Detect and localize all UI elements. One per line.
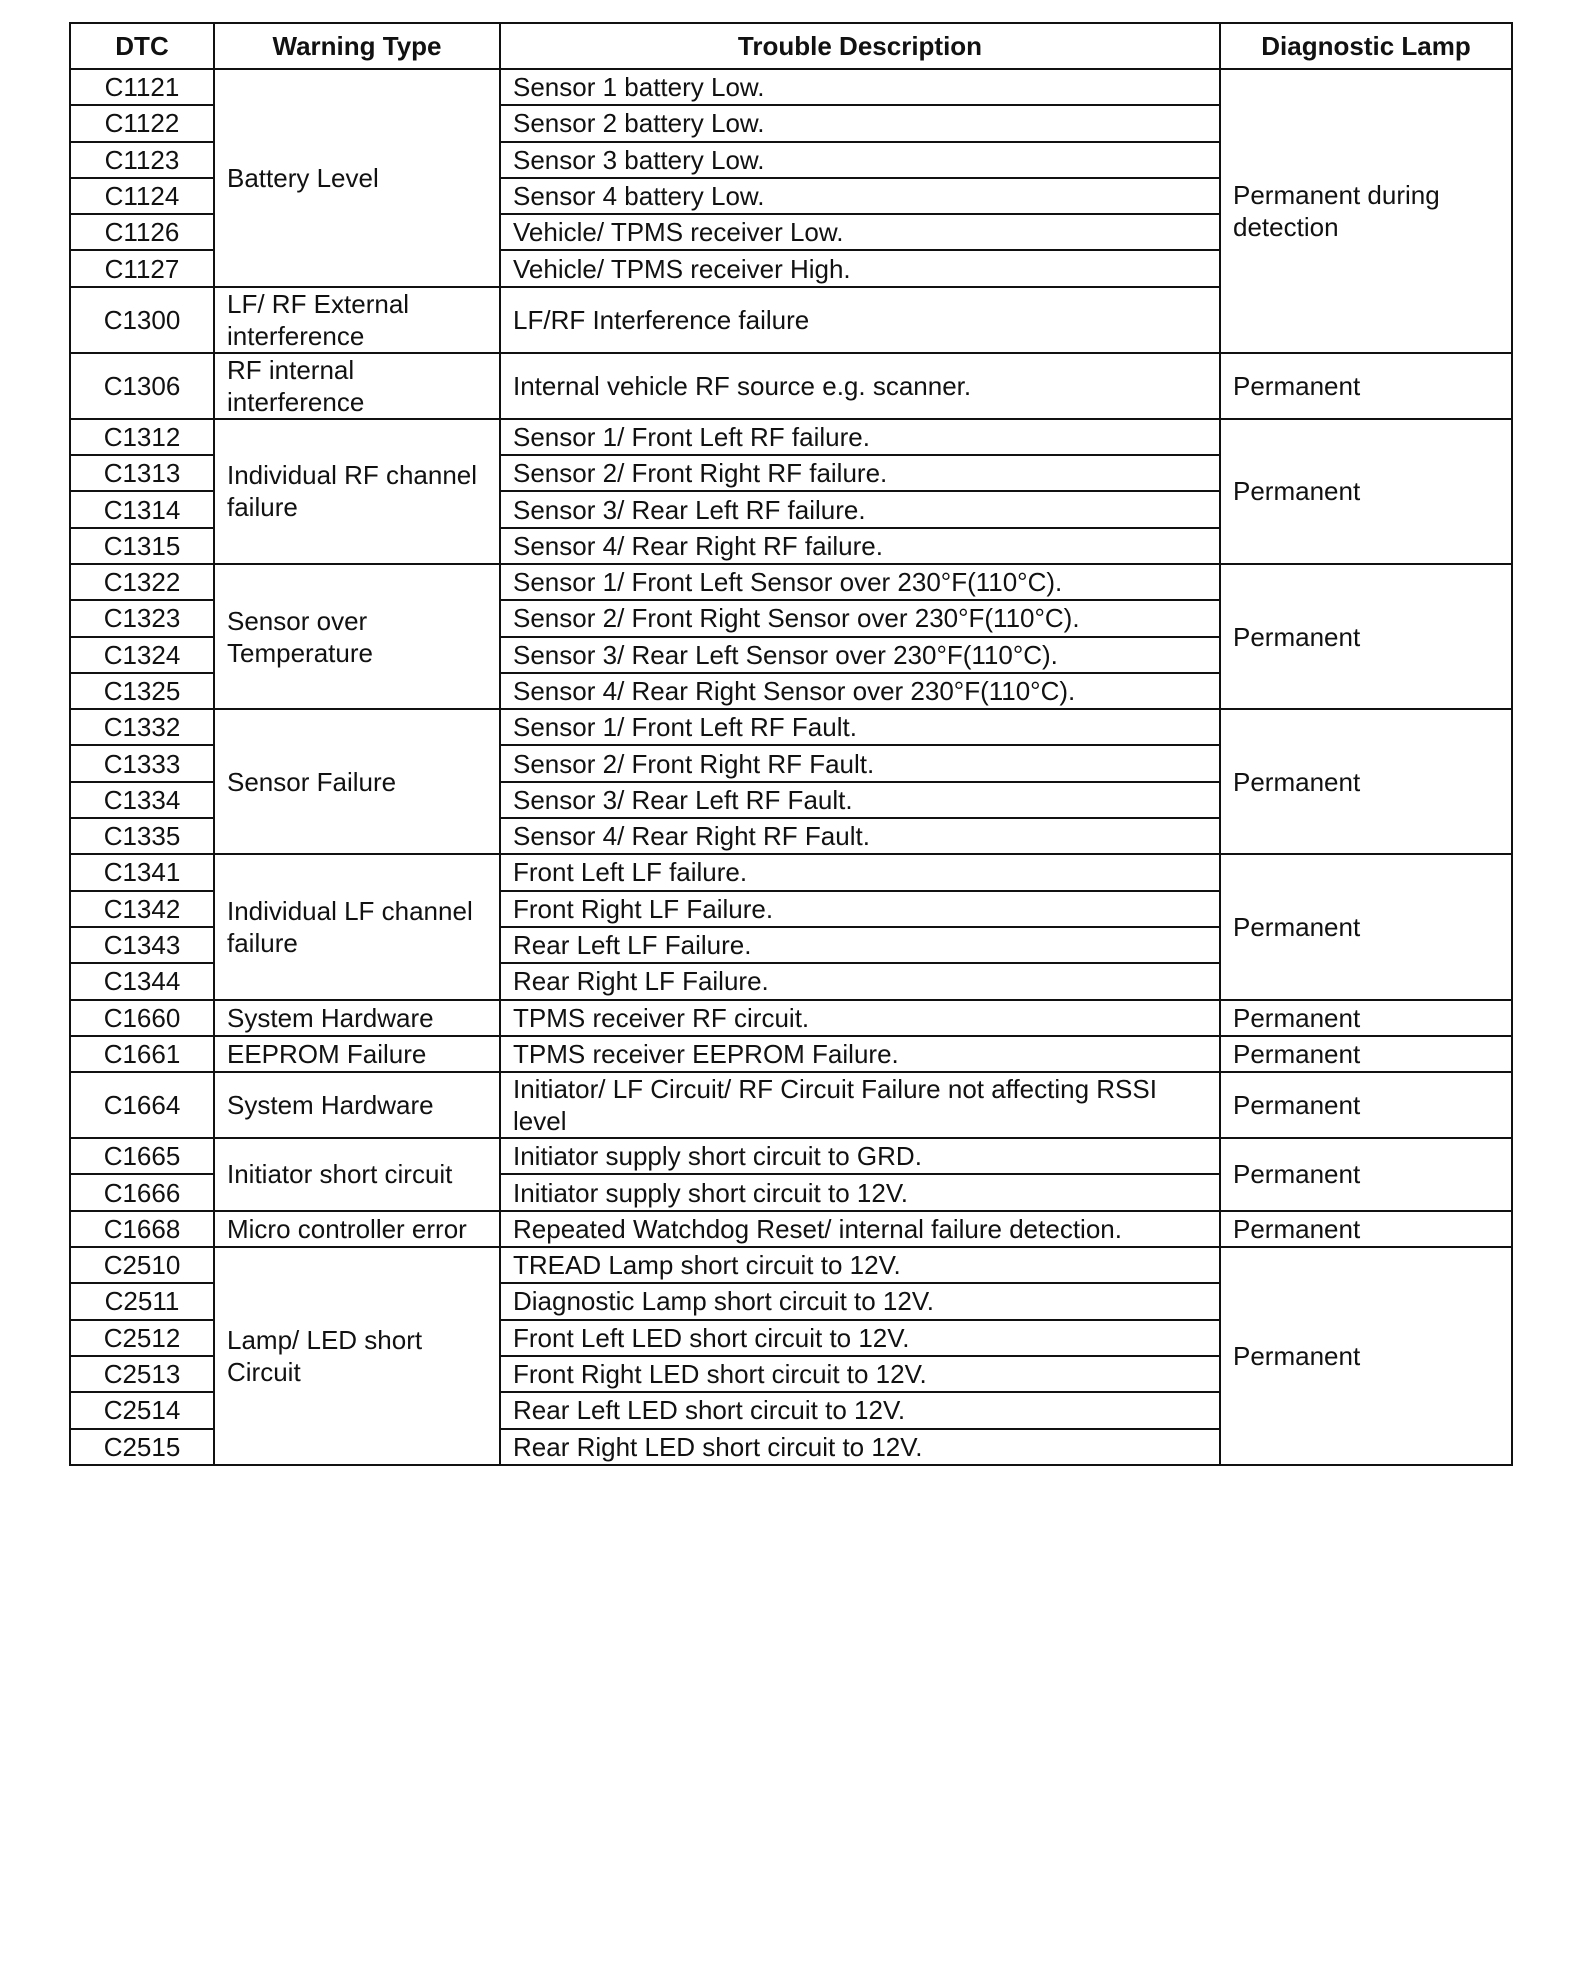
dtc-code: C1668 — [70, 1211, 214, 1247]
table-row — [70, 1072, 1512, 1138]
trouble-description: Sensor 1/ Front Left Sensor over 230°F(110°C). — [500, 564, 1220, 600]
warning-type: Individual RF channel failure — [214, 419, 500, 564]
trouble-description: Sensor 2/ Front Right Sensor over 230°F(110°C). — [500, 600, 1220, 636]
trouble-description: Sensor 2/ Front Right RF Fault. — [500, 745, 1220, 781]
dtc-code: C1323 — [70, 600, 214, 636]
dtc-code: C1343 — [70, 927, 214, 963]
trouble-description: Front Right LF Failure. — [500, 891, 1220, 927]
header-diagnostic-lamp: Diagnostic Lamp — [1220, 23, 1512, 69]
table-row — [70, 353, 1512, 419]
dtc-code: C1332 — [70, 709, 214, 745]
trouble-description: Sensor 4/ Rear Right Sensor over 230°F(110°C). — [500, 673, 1220, 709]
dtc-code: C1313 — [70, 455, 214, 491]
dtc-code: C1122 — [70, 105, 214, 141]
diagnostic-lamp: Permanent — [1220, 1247, 1512, 1465]
trouble-description: TPMS receiver EEPROM Failure. — [500, 1036, 1220, 1072]
trouble-description: Rear Right LF Failure. — [500, 963, 1220, 999]
dtc-code: C1127 — [70, 250, 214, 286]
table-row — [70, 564, 1512, 600]
trouble-description: Internal vehicle RF source e.g. scanner. — [500, 353, 1220, 419]
warning-type: EEPROM Failure — [214, 1036, 500, 1072]
table-row — [70, 1138, 1512, 1174]
header-warning-type: Warning Type — [214, 23, 500, 69]
trouble-description: Front Right LED short circuit to 12V. — [500, 1356, 1220, 1392]
trouble-description: Sensor 3/ Rear Left RF failure. — [500, 491, 1220, 527]
dtc-code: C1341 — [70, 854, 214, 890]
dtc-code: C1126 — [70, 214, 214, 250]
dtc-code: C1315 — [70, 528, 214, 564]
dtc-code: C1300 — [70, 287, 214, 353]
dtc-table — [69, 22, 1513, 1466]
dtc-code: C1123 — [70, 142, 214, 178]
warning-type: Individual LF channel failure — [214, 854, 500, 999]
trouble-description: Rear Left LED short circuit to 12V. — [500, 1392, 1220, 1428]
table-row — [70, 1211, 1512, 1247]
dtc-code: C1661 — [70, 1036, 214, 1072]
dtc-code: C1325 — [70, 673, 214, 709]
diagnostic-lamp: Permanent — [1220, 1036, 1512, 1072]
warning-type: Micro controller error — [214, 1211, 500, 1247]
dtc-code: C2510 — [70, 1247, 214, 1283]
trouble-description: Sensor 3 battery Low. — [500, 142, 1220, 178]
table-row — [70, 854, 1512, 890]
trouble-description: Sensor 1/ Front Left RF Fault. — [500, 709, 1220, 745]
trouble-description: Sensor 2/ Front Right RF failure. — [500, 455, 1220, 491]
dtc-code: C1322 — [70, 564, 214, 600]
header-trouble-description: Trouble Description — [500, 23, 1220, 69]
header-dtc: DTC — [70, 23, 214, 69]
dtc-code: C1660 — [70, 1000, 214, 1036]
trouble-description: TPMS receiver RF circuit. — [500, 1000, 1220, 1036]
table-row — [70, 69, 1512, 105]
diagnostic-lamp: Permanent — [1220, 1138, 1512, 1211]
trouble-description: Rear Right LED short circuit to 12V. — [500, 1429, 1220, 1465]
table-row — [70, 709, 1512, 745]
trouble-description: Initiator/ LF Circuit/ RF Circuit Failure not affecting RSSI level — [500, 1072, 1220, 1138]
diagnostic-lamp: Permanent — [1220, 353, 1512, 419]
dtc-code: C1334 — [70, 782, 214, 818]
diagnostic-lamp: Permanent — [1220, 1072, 1512, 1138]
trouble-description: Vehicle/ TPMS receiver Low. — [500, 214, 1220, 250]
trouble-description: TREAD Lamp short circuit to 12V. — [500, 1247, 1220, 1283]
dtc-code: C1314 — [70, 491, 214, 527]
dtc-code: C2515 — [70, 1429, 214, 1465]
dtc-code: C2513 — [70, 1356, 214, 1392]
trouble-description: Sensor 1/ Front Left RF failure. — [500, 419, 1220, 455]
trouble-description: Rear Left LF Failure. — [500, 927, 1220, 963]
diagnostic-lamp: Permanent — [1220, 709, 1512, 854]
dtc-code: C1333 — [70, 745, 214, 781]
dtc-code: C1665 — [70, 1138, 214, 1174]
trouble-description: Front Left LF failure. — [500, 854, 1220, 890]
trouble-description: Sensor 1 battery Low. — [500, 69, 1220, 105]
dtc-code: C2512 — [70, 1320, 214, 1356]
dtc-code: C1344 — [70, 963, 214, 999]
trouble-description: Initiator supply short circuit to 12V. — [500, 1174, 1220, 1210]
dtc-code: C2511 — [70, 1283, 214, 1319]
trouble-description: Initiator supply short circuit to GRD. — [500, 1138, 1220, 1174]
trouble-description: Vehicle/ TPMS receiver High. — [500, 250, 1220, 286]
warning-type: System Hardware — [214, 1000, 500, 1036]
warning-type: Initiator short circuit — [214, 1138, 500, 1211]
dtc-code: C1342 — [70, 891, 214, 927]
dtc-code: C1306 — [70, 353, 214, 419]
warning-type: RF internal interference — [214, 353, 500, 419]
dtc-code: C1312 — [70, 419, 214, 455]
trouble-description: Repeated Watchdog Reset/ internal failure detection. — [500, 1211, 1220, 1247]
trouble-description: Sensor 4 battery Low. — [500, 178, 1220, 214]
trouble-description: Sensor 2 battery Low. — [500, 105, 1220, 141]
table-row — [70, 1036, 1512, 1072]
trouble-description: Sensor 4/ Rear Right RF Fault. — [500, 818, 1220, 854]
diagnostic-lamp: Permanent — [1220, 854, 1512, 999]
trouble-description: Sensor 3/ Rear Left RF Fault. — [500, 782, 1220, 818]
table-row — [70, 1247, 1512, 1283]
trouble-description: Diagnostic Lamp short circuit to 12V. — [500, 1283, 1220, 1319]
dtc-code: C1666 — [70, 1174, 214, 1210]
dtc-code: C2514 — [70, 1392, 214, 1428]
diagnostic-lamp: Permanent — [1220, 419, 1512, 564]
warning-type: System Hardware — [214, 1072, 500, 1138]
table-row — [70, 419, 1512, 455]
dtc-code: C1324 — [70, 637, 214, 673]
table-header — [70, 23, 1512, 69]
dtc-code: C1664 — [70, 1072, 214, 1138]
dtc-code: C1124 — [70, 178, 214, 214]
warning-type: Sensor Failure — [214, 709, 500, 854]
warning-type: Lamp/ LED short Circuit — [214, 1247, 500, 1465]
warning-type: LF/ RF External interference — [214, 287, 500, 353]
trouble-description: Sensor 4/ Rear Right RF failure. — [500, 528, 1220, 564]
diagnostic-lamp: Permanent — [1220, 1000, 1512, 1036]
header-row — [70, 23, 1512, 69]
trouble-description: LF/RF Interference failure — [500, 287, 1220, 353]
diagnostic-lamp: Permanent — [1220, 1211, 1512, 1247]
dtc-code: C1335 — [70, 818, 214, 854]
table-body — [70, 69, 1512, 1465]
diagnostic-lamp: Permanent — [1220, 564, 1512, 709]
dtc-code: C1121 — [70, 69, 214, 105]
warning-type: Battery Level — [214, 69, 500, 287]
trouble-description: Front Left LED short circuit to 12V. — [500, 1320, 1220, 1356]
diagnostic-lamp: Permanent during detection — [1220, 69, 1512, 353]
table-row — [70, 1000, 1512, 1036]
trouble-description: Sensor 3/ Rear Left Sensor over 230°F(110°C). — [500, 637, 1220, 673]
warning-type: Sensor over Temperature — [214, 564, 500, 709]
